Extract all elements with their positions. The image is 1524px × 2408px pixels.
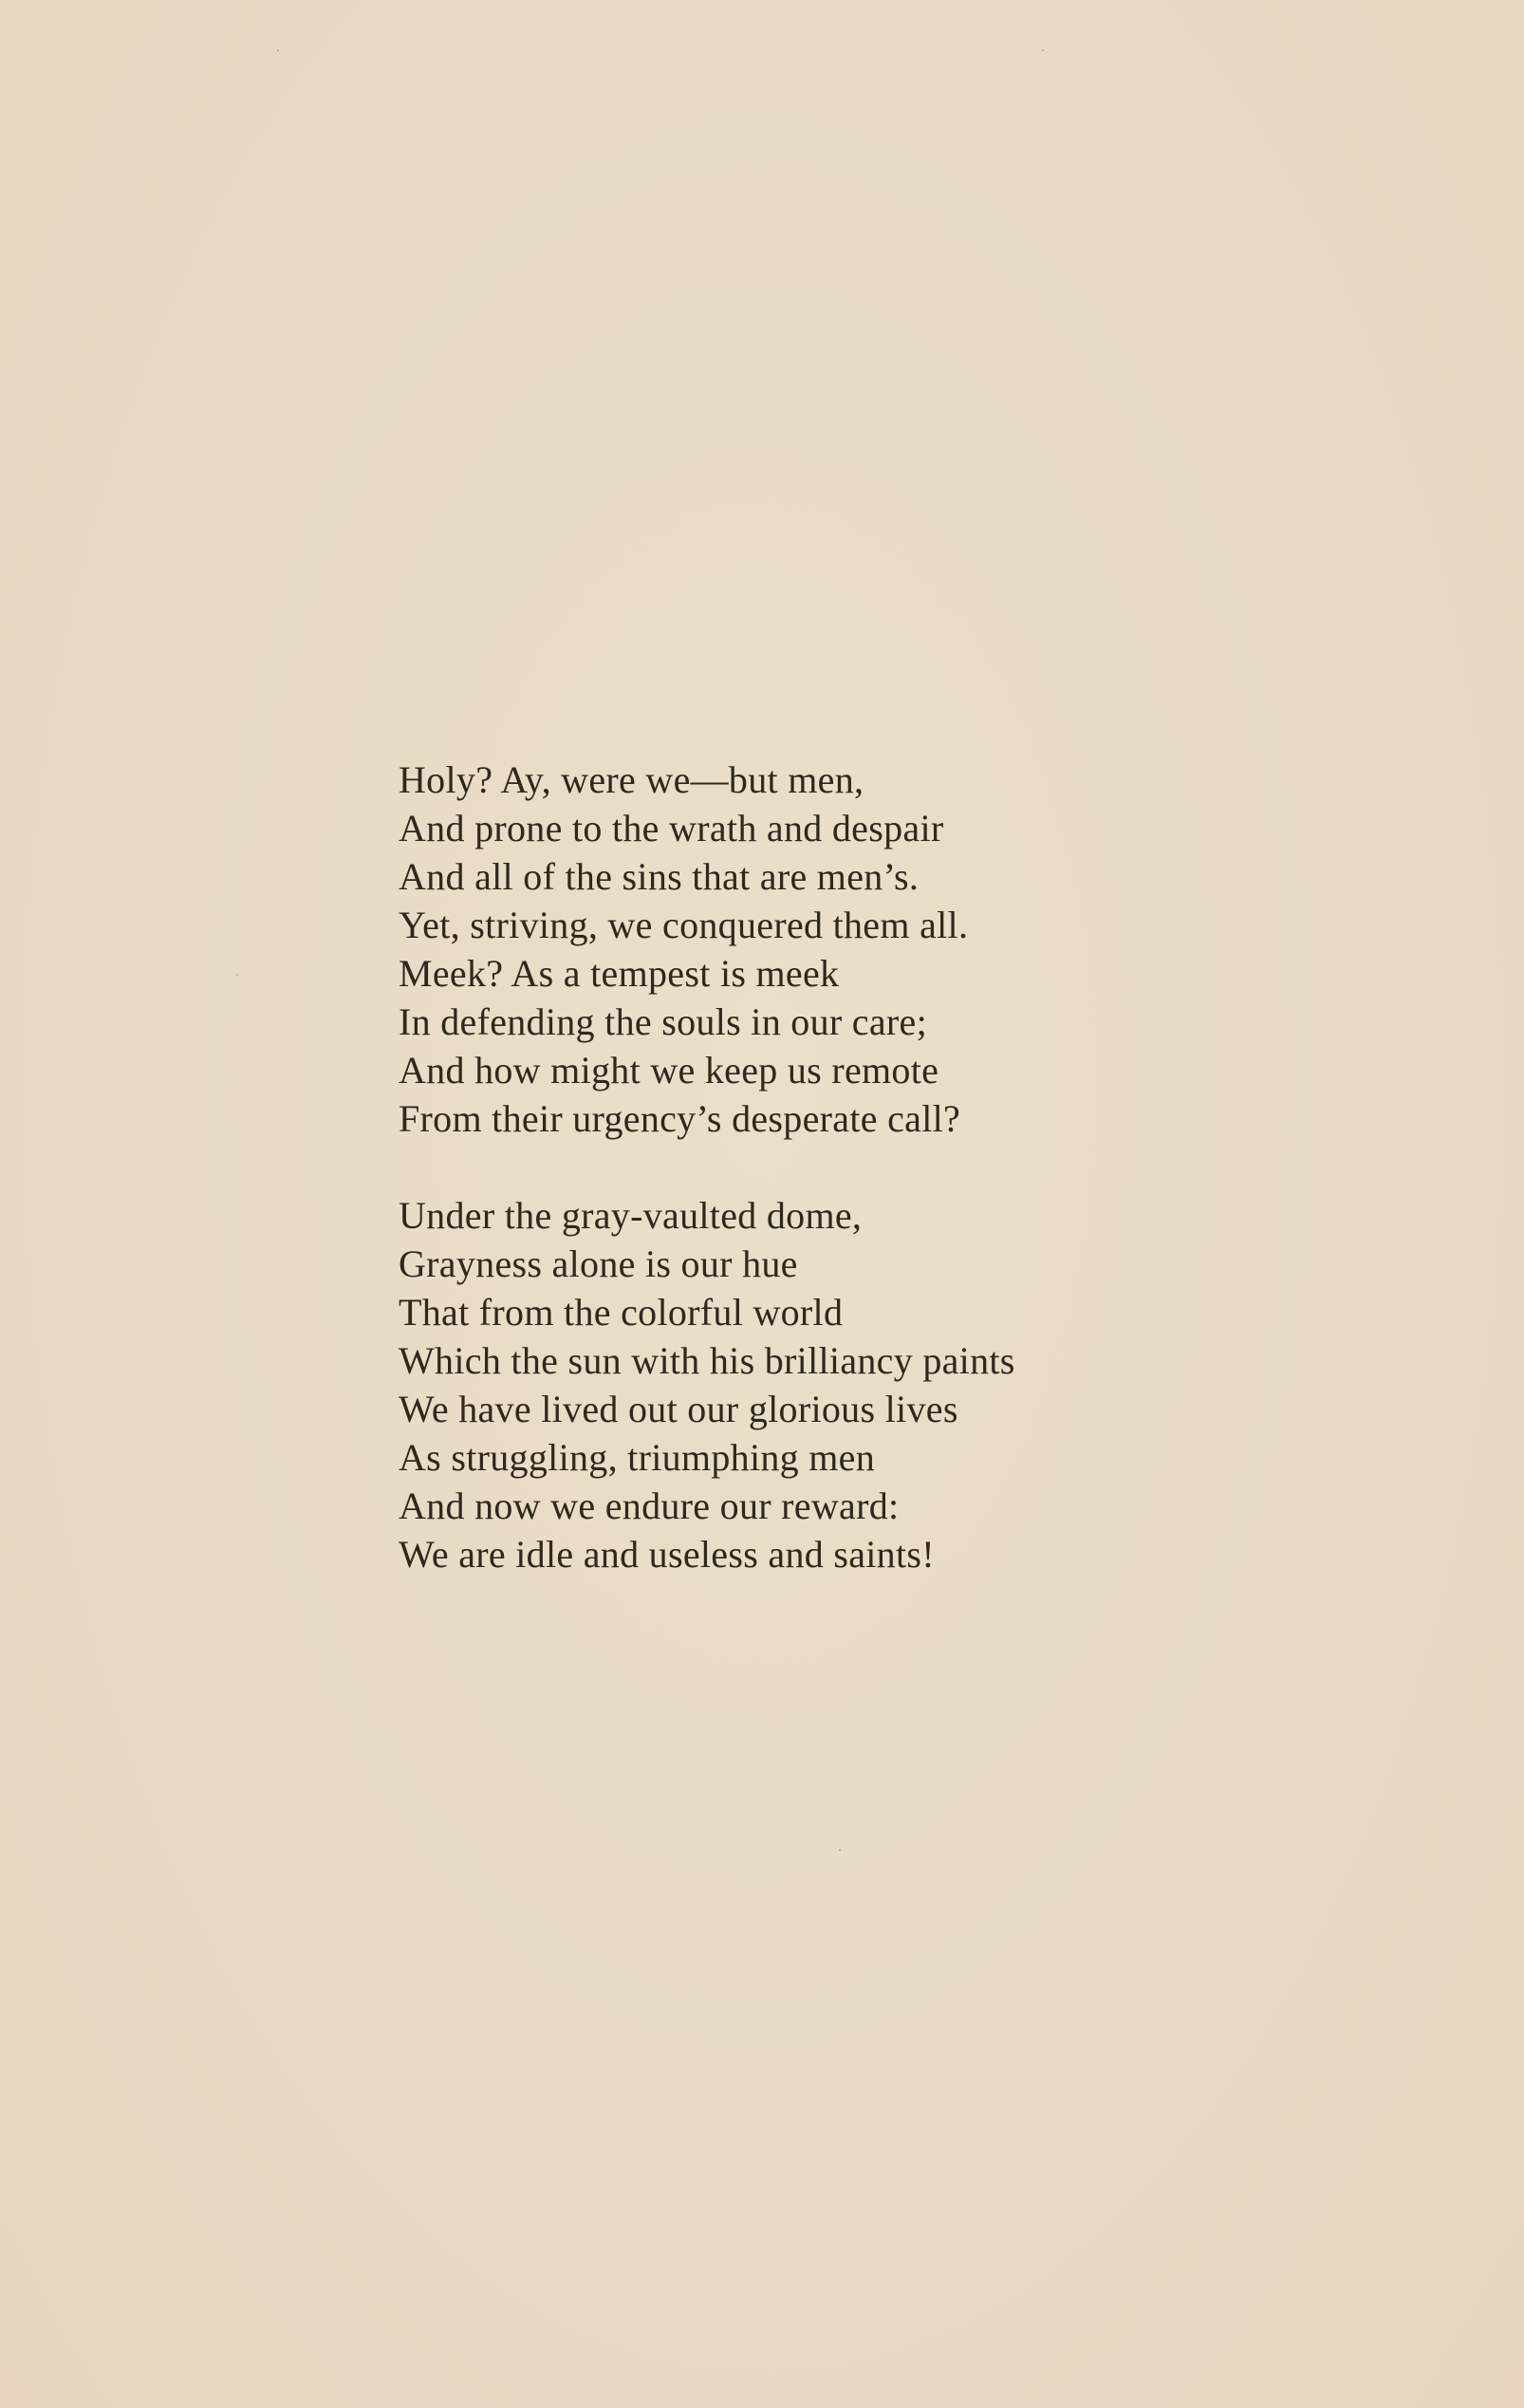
poem-line: From their urgency’s desperate call? [399, 1097, 961, 1140]
poem-line: Holy? Ay, were we—but men, [399, 758, 864, 801]
paper-speck [236, 974, 238, 976]
poem-line: Under the gray-vaulted dome, [399, 1194, 863, 1237]
poem-line: We have lived out our glorious lives [399, 1388, 958, 1430]
paper-speck [839, 1849, 841, 1851]
poem-line: Grayness alone is our hue [399, 1242, 798, 1285]
poem-line: Which the sun with his brilliancy paints [399, 1339, 1015, 1382]
poem-line: Yet, striving, we conquered them all. [399, 904, 969, 946]
stanza-1 [399, 756, 1347, 1143]
poem-line: In defending the souls in our care; [399, 1000, 928, 1043]
poem-line: And now we endure our reward: [399, 1484, 900, 1527]
poem-line: And prone to the wrath and despair [399, 807, 944, 849]
paper-speck [277, 49, 279, 51]
poem-line: And all of the sins that are men’s. [399, 855, 920, 898]
poem-line: And how might we keep us remote [399, 1049, 939, 1092]
poem-line: Meek? As a tempest is meek [399, 952, 840, 995]
poem [399, 756, 1347, 1578]
paper-speck [1042, 49, 1044, 51]
poem-line: That from the colorful world [399, 1291, 844, 1334]
poem-line: We are idle and useless and saints! [399, 1533, 935, 1576]
poem-line: As struggling, triumphing men [399, 1436, 876, 1479]
stanza-2 [399, 1191, 1347, 1578]
